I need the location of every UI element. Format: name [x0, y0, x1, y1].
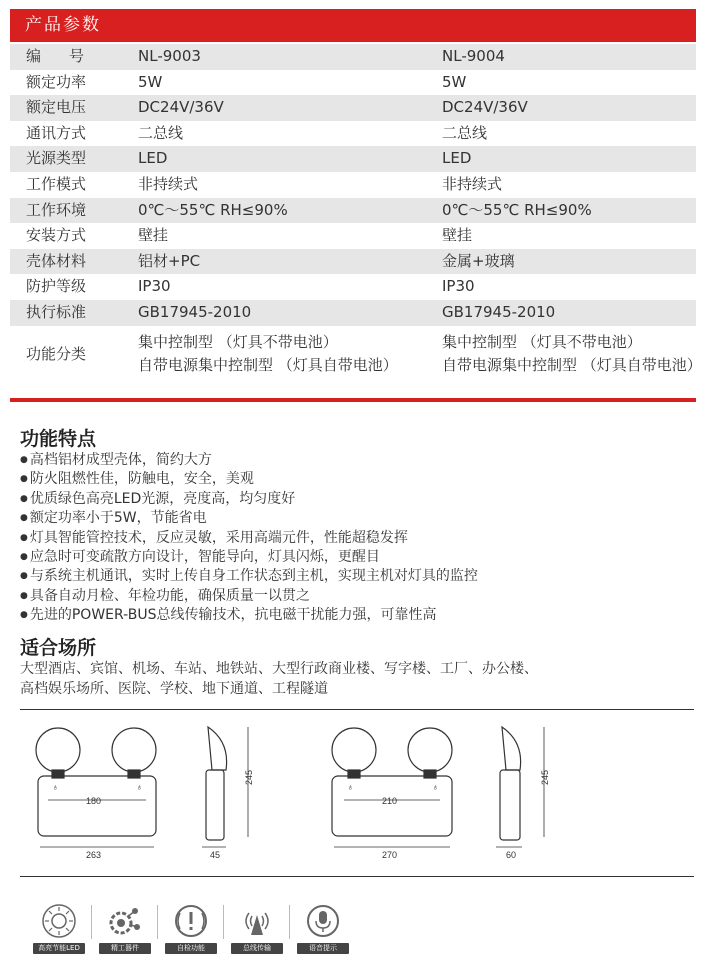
diagram-bottom-rule: [20, 876, 694, 877]
spec-value-b: 5W: [442, 72, 467, 91]
feature-list: [20, 451, 478, 626]
feature-item: ● 高档铝材成型壳体，简约大方: [20, 451, 478, 470]
venues-title: 适合场所: [20, 637, 97, 659]
icon-separator: [289, 905, 290, 939]
feature-item: ● 优质绿色高亮LED光源，亮度高，均匀度好: [20, 490, 478, 509]
spec-value-b: 金属+玻璃: [442, 251, 515, 270]
spec-row: [10, 249, 696, 275]
bulb-mark: ♁: [52, 782, 59, 792]
spec-label: 通讯方式: [26, 123, 87, 142]
dim-d2-width: 270: [382, 850, 398, 860]
spec-value-b: DC24V/36V: [442, 98, 528, 117]
spec-value-b: GB17945-2010: [442, 302, 556, 321]
bulb-mark: ♁: [432, 782, 439, 792]
dim-d2-depth: 60: [506, 850, 517, 860]
spec-value-a: 壁挂: [138, 226, 169, 245]
spec-row: [10, 223, 696, 249]
spec-row: [10, 95, 696, 121]
feature-item: ● 具备自动月检、年检功能，确保质量一以贯之: [20, 587, 478, 606]
icon-caption: 总线传输: [231, 943, 283, 954]
feature-item: ● 应急时可变疏散方向设计，智能导向，灯具闪烁，更醒目: [20, 548, 478, 567]
spec-row-function: [10, 326, 702, 386]
dim-d2-height: 245: [540, 769, 550, 785]
dim-d1-height: 245: [244, 769, 254, 785]
spec-label: 壳体材料: [26, 251, 87, 270]
spec-value-b: [442, 331, 702, 377]
function-line: 集中控制型 （灯具不带电池）: [442, 332, 642, 351]
spec-label: 防护等级: [26, 277, 87, 296]
spec-row: [10, 274, 696, 300]
spec-label: 安装方式: [26, 226, 87, 245]
spec-row-model: [10, 44, 696, 70]
icon-caption: 语音提示: [297, 943, 349, 954]
function-line: 自带电源集中控制型 （灯具自带电池）: [138, 355, 398, 374]
spec-value-b: 壁挂: [442, 226, 473, 245]
spec-row: [10, 300, 696, 326]
bulb-mark: ♁: [347, 782, 354, 792]
venues-text: [20, 660, 680, 699]
icon-separator: [223, 905, 224, 939]
icon-caption: 高亮节能LED: [33, 943, 85, 954]
spec-value-b: NL-9004: [442, 47, 505, 65]
spec-value-a: 非持续式: [138, 174, 199, 193]
spec-label: 光源类型: [26, 149, 87, 168]
icon-caption: 精工器件: [99, 943, 151, 954]
bus-transmission-icon: [231, 899, 283, 954]
spec-value-a: 二总线: [138, 123, 184, 142]
dim-d1-spacing: 180: [86, 796, 102, 806]
dim-d1-width: 263: [86, 850, 102, 860]
spec-value-a: 铝材+PC: [138, 251, 201, 270]
icon-separator: [91, 905, 92, 939]
spec-table: [10, 44, 702, 386]
feature-item: ● 与系统主机通讯，实时上传自身工作状态到主机，实现主机对灯具的监控: [20, 567, 478, 586]
feature-icon-strip: [33, 899, 373, 954]
spec-label: 工作模式: [26, 174, 87, 193]
spec-label: 额定功率: [26, 72, 87, 91]
top-band: [0, 0, 715, 9]
voice-prompt-icon: [297, 899, 349, 954]
venues-line: 大型酒店、宾馆、机场、车站、地铁站、大型行政商业楼、写字楼、工厂、办公楼、: [20, 661, 538, 677]
bulb-mark: ♁: [136, 782, 143, 792]
spec-label: 执行标准: [26, 302, 87, 321]
spec-value-a: IP30: [138, 277, 171, 296]
spec-value-a: 0℃～55℃ RH≤90%: [138, 200, 288, 219]
venues-line: 高档娱乐场所、医院、学校、地下通道、工程隧道: [20, 680, 328, 697]
spec-label: 工作环境: [26, 200, 87, 219]
spec-value-a: [138, 331, 398, 377]
spec-label: 额定电压: [26, 98, 87, 117]
spec-value-a: LED: [138, 149, 168, 168]
spec-value-b: 0℃～55℃ RH≤90%: [442, 200, 592, 219]
icon-separator: [157, 905, 158, 939]
spec-value-b: 二总线: [442, 123, 488, 142]
spec-row: [10, 146, 696, 172]
side-view-2: [496, 727, 544, 847]
feature-item: ● 先进的POWER-BUS总线传输技术，抗电磁干扰能力强，可靠性高: [20, 606, 478, 625]
components-icon: [99, 899, 151, 954]
dim-d1-depth: 45: [210, 850, 221, 860]
spec-row: [10, 198, 696, 224]
spec-row: [10, 121, 696, 147]
diagram-top-rule: [20, 709, 694, 710]
icon-caption: 自检功能: [165, 943, 217, 954]
spec-value-a: NL-9003: [138, 47, 201, 65]
function-line: 自带电源集中控制型 （灯具自带电池）: [442, 355, 702, 374]
spec-row: [10, 70, 696, 96]
spec-value-a: DC24V/36V: [138, 98, 224, 117]
spec-value-b: 非持续式: [442, 174, 503, 193]
features-title: 功能特点: [20, 428, 97, 450]
spec-value-b: LED: [442, 149, 472, 168]
spec-value-a: GB17945-2010: [138, 302, 252, 321]
dim-d2-spacing: 210: [382, 796, 398, 806]
high-brightness-led-icon: [33, 899, 85, 954]
side-view-1: [202, 727, 248, 847]
spec-label: 功能分类: [26, 344, 87, 363]
spec-value-a: 5W: [138, 72, 163, 91]
spec-label: 编号: [26, 47, 113, 65]
dimension-diagram: [20, 712, 694, 872]
function-line: 集中控制型 （灯具不带电池）: [138, 332, 338, 351]
spec-value-b: IP30: [442, 277, 475, 296]
feature-item: ● 防火阻燃性佳，防触电，安全，美观: [20, 470, 478, 489]
spec-row: [10, 172, 696, 198]
red-divider: [10, 398, 696, 402]
feature-item: ● 额定功率小于5W，节能省电: [20, 509, 478, 528]
self-test-icon: [165, 899, 217, 954]
feature-item: ● 灯具智能管控技术，反应灵敏，采用高端元件，性能超稳发挥: [20, 529, 478, 548]
section-header-specs: 产品参数: [10, 9, 696, 42]
